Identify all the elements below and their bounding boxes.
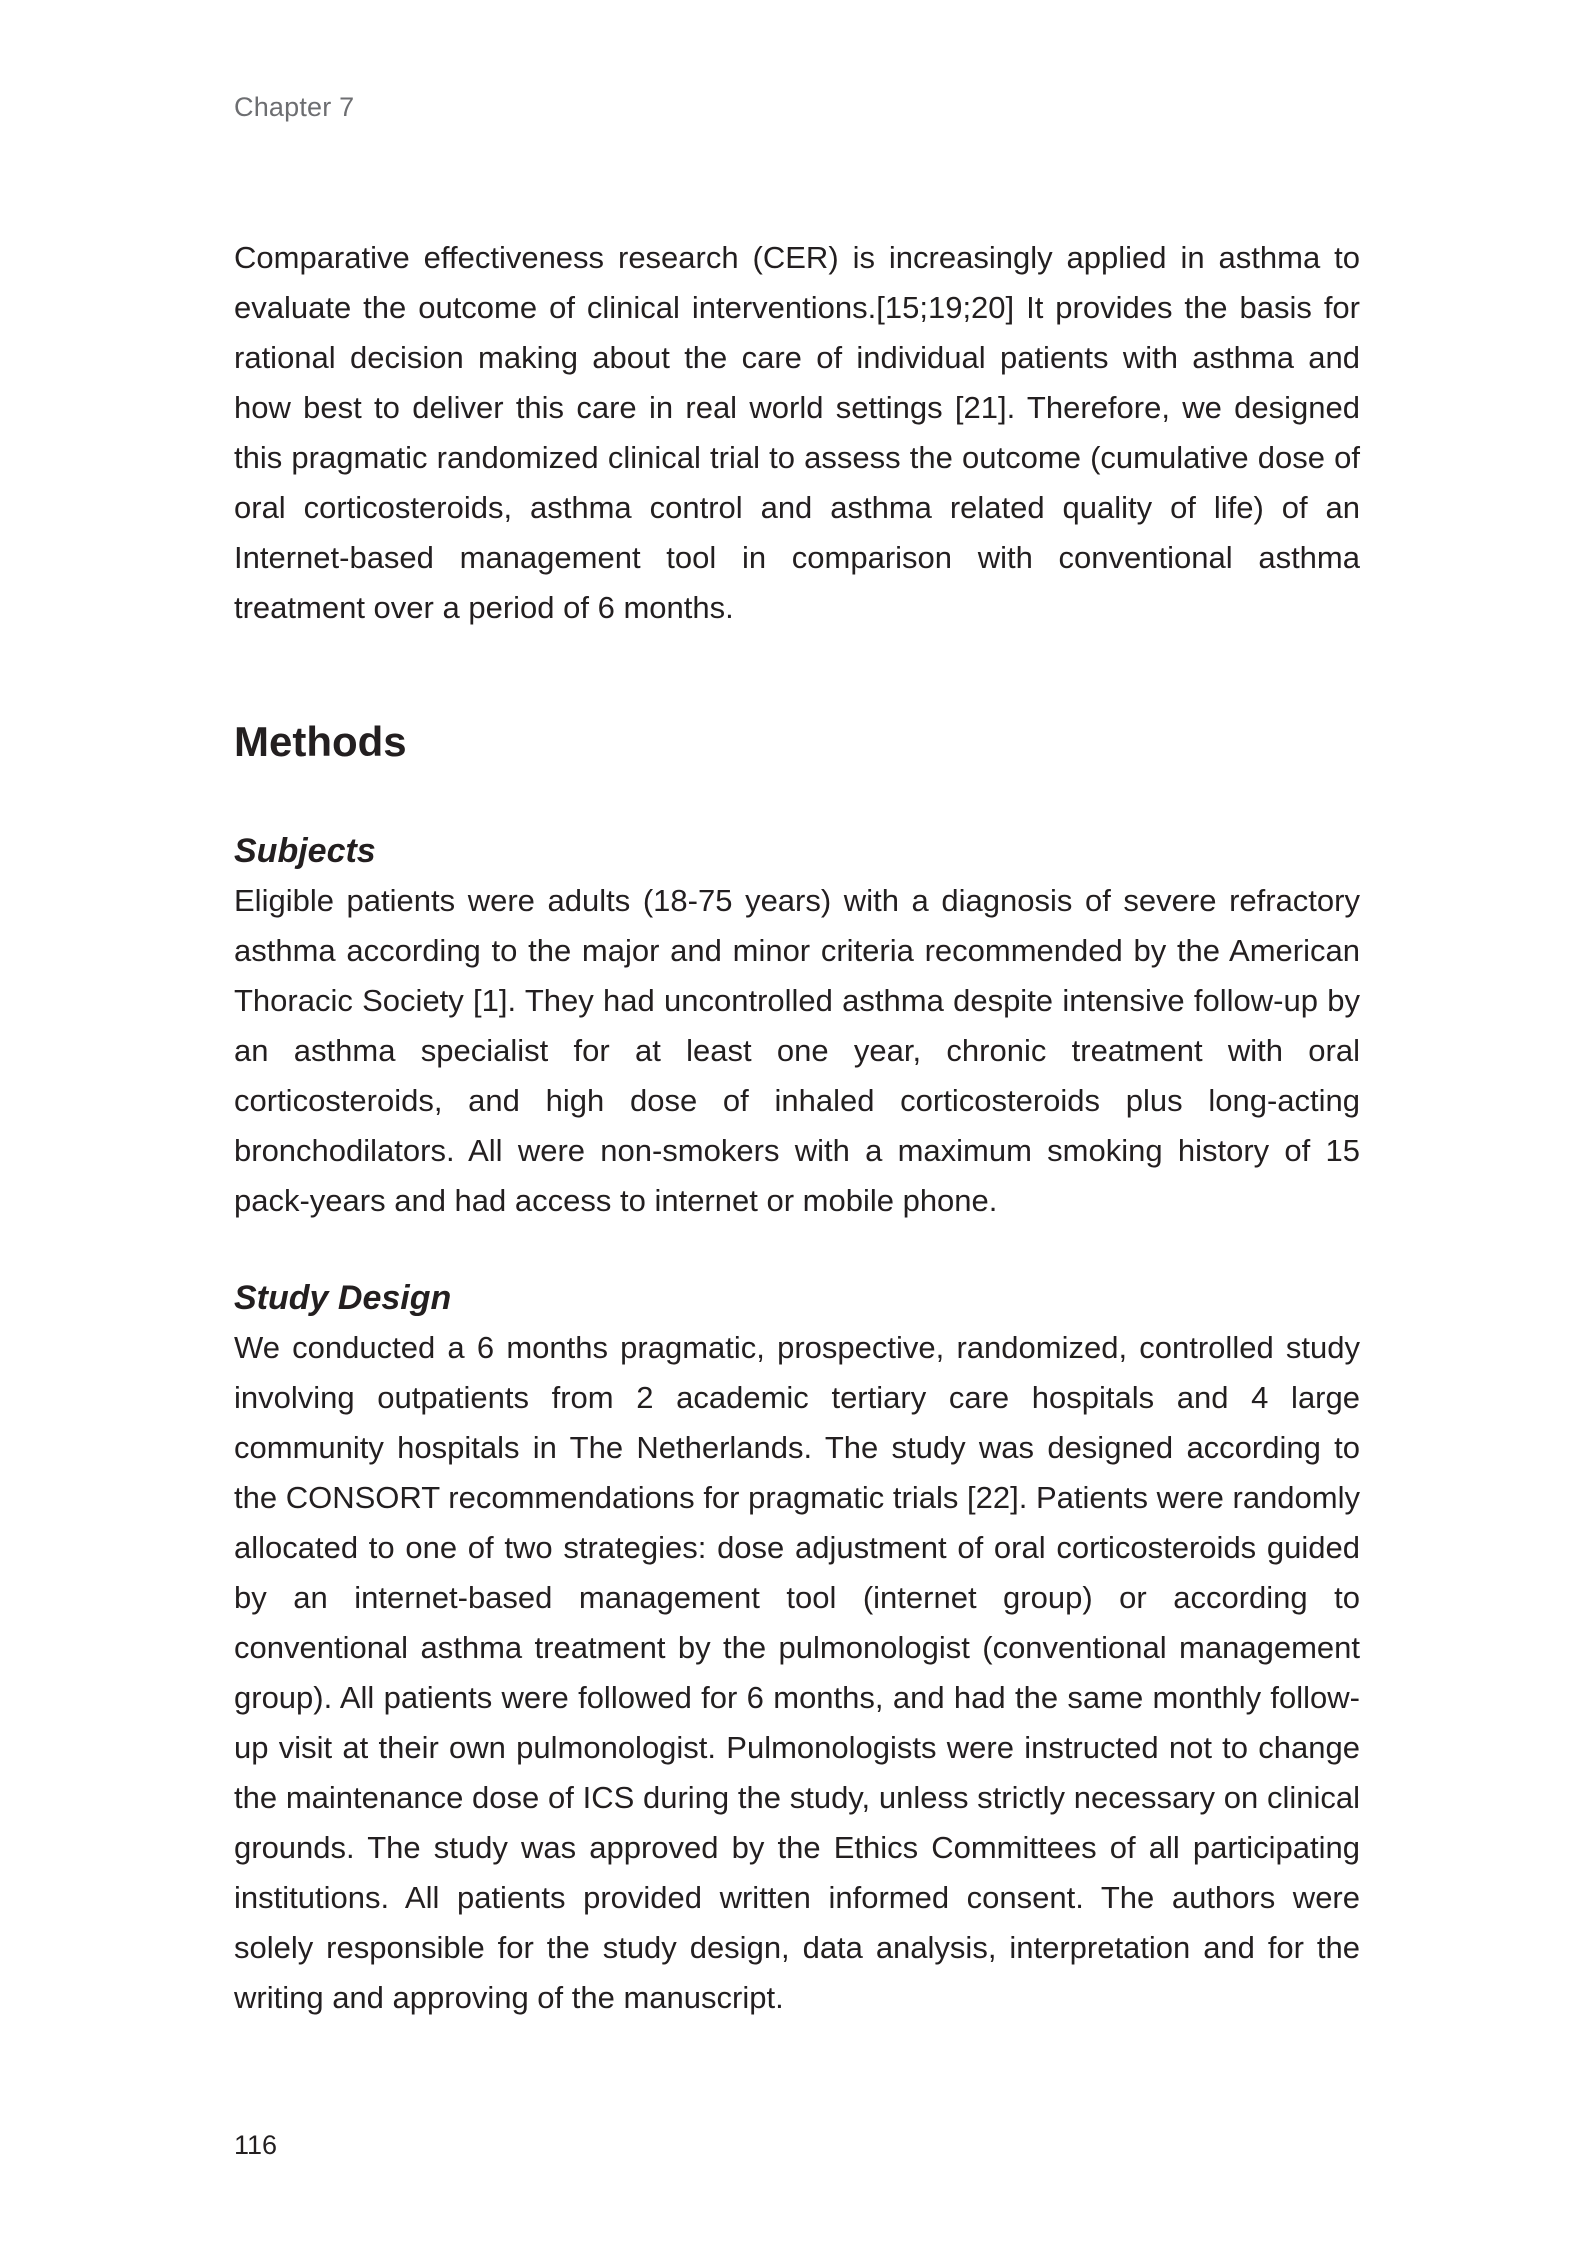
intro-paragraph: Comparative effectiveness research (CER) is increasingly applied in asthma to evaluate the outcome of clinical interventions.[15;19;20] It provides the basis for rational decision making about the care of individual patients with asthma and how best to deliver this care in real world settings [21]. Therefore, we designed this pragmatic randomized clinical trial to assess the outcome (cumulative dose of oral corticosteroids, asthma control and asthma related quality of life) of an Internet-based management tool in comparison with conventional asthma treatment over a period of 6 months. bbox=[234, 240, 1360, 625]
subsection-heading-study-design: Study Design bbox=[234, 1279, 452, 1317]
subsection-heading-subjects: Subjects bbox=[234, 832, 376, 870]
running-header: Chapter 7 bbox=[234, 92, 355, 122]
study-design-section bbox=[234, 1273, 1360, 2023]
study-design-paragraph: We conducted a 6 months pragmatic, prospective, randomized, controlled study involving outpatients from 2 academic tertiary care hospitals and 4 large community hospitals in The Netherlands. The study was designed according to the CONSORT recommendations for pragmatic trials [22]. Patients were randomly allocated to one of two strategies: dose adjustment of oral corticosteroids guided by an internet-based management tool (internet group) or according to conventional asthma treatment by the pulmonologist (conventional management group). All patients were followed for 6 months, and had the same monthly follow-up visit at their own pulmonologist. Pulmonologists were instructed not to change the maintenance dose of ICS during the study, unless strictly necessary on clinical grounds. The study was approved by the Ethics Committees of all participating institutions. All patients provided written informed consent. The authors were solely responsible for the study design, data analysis, interpretation and for the writing and approving of the manuscript. bbox=[234, 1330, 1360, 2015]
section-heading-methods: Methods bbox=[234, 718, 407, 765]
intro-section bbox=[234, 233, 1360, 633]
subjects-section bbox=[234, 826, 1360, 1226]
subjects-paragraph: Eligible patients were adults (18-75 years) with a diagnosis of severe refractory asthma according to the major and minor criteria recommended by the American Thoracic Society [1]. They had uncontrolled asthma despite intensive follow-up by an asthma specialist for at least one year, chronic treatment with oral corticosteroids, and high dose of inhaled corticosteroids plus long-acting bronchodilators. All were non-smokers with a maximum smoking history of 15 pack-years and had access to internet or mobile phone. bbox=[234, 883, 1360, 1218]
page-number: 116 bbox=[234, 2130, 278, 2160]
